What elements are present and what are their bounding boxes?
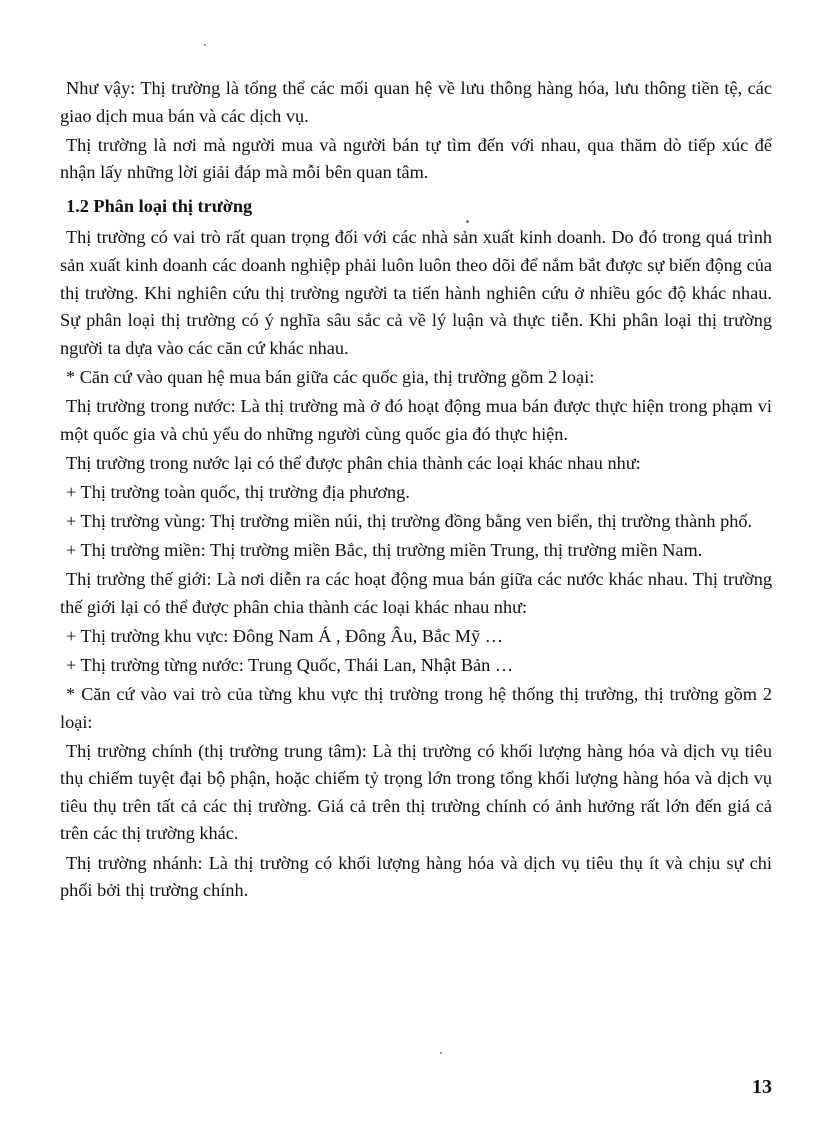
page-number: 13 bbox=[752, 1076, 772, 1098]
paragraph: Như vậy: Thị trường là tổng thể các mối quan hệ về lưu thông hàng hóa, lưu thông tiền tệ, các giao dịch mua bán và các dịch vụ. bbox=[60, 78, 772, 126]
paragraph: Thị trường trong nước lại có thể được phân chia thành các loại khác nhau như: bbox=[66, 452, 641, 473]
paragraph: Thị trường có vai trò rất quan trọng đối với các nhà sản xuất kinh doanh. Do đó trong quá trình sản xuất kinh doanh các doanh nghiệp phải luôn luôn theo dõi để nắm bắt được sự biến động của thị trường. Khi nghiên cứu thị trường người ta tiến hành nghiên cứu ở nhiều góc độ khác nhau. Sự phân loại thị trường có ý nghĩa sâu sắc cả về lý luận và thực tiễn. Khi phân loại thị trường người ta dựa vào các căn cứ khác nhau. bbox=[60, 227, 772, 358]
paragraph: Thị trường nhánh: Là thị trường có khối lượng hàng hóa và dịch vụ tiêu thụ ít và chịu sự chi phối bởi thị trường chính. bbox=[60, 852, 772, 901]
list-item: + Thị trường miền: Thị trường miền Bắc, thị trường miền Trung, thị trường miền Nam. bbox=[66, 540, 703, 560]
paragraph: * Căn cứ vào quan hệ mua bán giữa các quốc gia, thị trường gồm 2 loại: bbox=[66, 366, 595, 387]
paragraph: Thị trường thế giới: Là nơi diễn ra các hoạt động mua bán giữa các nước khác nhau. Thị trường thế giới lại có thể được phân chia thành các loại khác nhau như: bbox=[60, 569, 772, 617]
paragraph: Thị trường chính (thị trường trung tâm): Là thị trường có khối lượng hàng hóa và dịch vụ tiêu thụ chiếm tuyệt đại bộ phận, hoặc chiếm tỷ trọng lớn trong tổng khối lượng hàng hóa và dịch vụ tiêu thụ trên tất cả các thị trường. Giá cả trên thị trường chính có ảnh hưởng rất lớn đến giá cả trên các thị trường khác. bbox=[60, 740, 772, 844]
list-item: + Thị trường khu vực: Đông Nam Á , Đông Âu, Bắc Mỹ … bbox=[66, 625, 504, 646]
list-item: + Thị trường vùng: Thị trường miền núi, thị trường đồng bằng ven biển, thị trường thành phố. bbox=[66, 510, 753, 531]
scan-speck bbox=[204, 44, 206, 46]
list-item: + Thị trường từng nước: Trung Quốc, Thái Lan, Nhật Bản … bbox=[66, 654, 514, 675]
paragraph: * Căn cứ vào vai trò của từng khu vực thị trường trong hệ thống thị trường, thị trường gồm 2 loại: bbox=[60, 683, 772, 732]
scan-speck bbox=[440, 1052, 442, 1054]
paragraph: Thị trường là nơi mà người mua và người bán tự tìm đến với nhau, qua thăm dò tiếp xúc để nhận lấy những lời giải đáp mà mỗi bên quan tâm. bbox=[60, 134, 772, 183]
paragraph: Thị trường trong nước: Là thị trường mà ở đó hoạt động mua bán được thực hiện trong phạm vi một quốc gia và chủ yếu do những người cùng quốc gia đó thực hiện. bbox=[60, 396, 772, 444]
document-body bbox=[60, 75, 772, 906]
section-heading: 1.2 Phân loại thị trường bbox=[66, 195, 253, 216]
list-item: + Thị trường toàn quốc, thị trường địa phương. bbox=[66, 481, 410, 502]
